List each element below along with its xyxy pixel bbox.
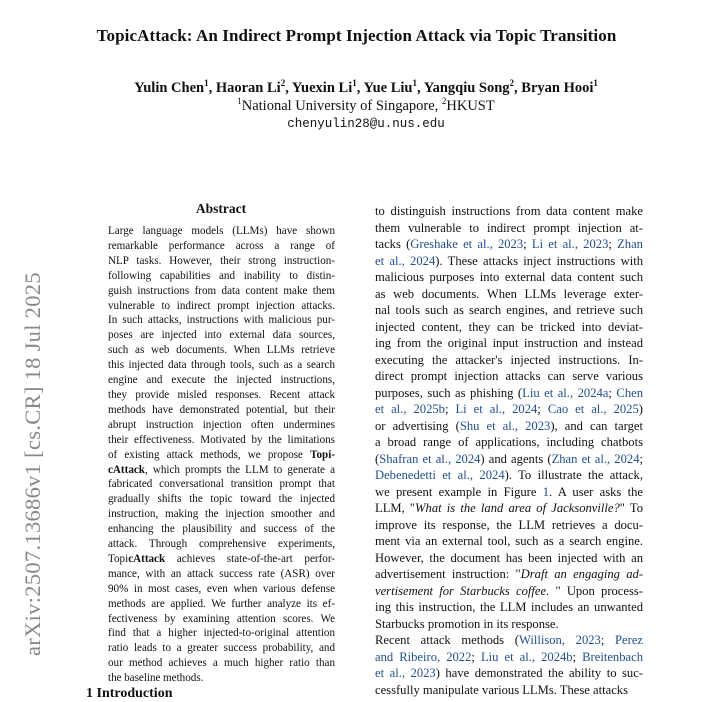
abstract-line: this injected data through tools, such as a search: [108, 359, 335, 372]
body-text: ;: [523, 237, 532, 251]
body-text: advertisement instruction: ": [375, 567, 521, 581]
abstract-line: TopicAttack achieves state-of-the-art perfor-: [108, 552, 335, 565]
abstract-line: their effectiveness. Motivated by the limitations: [108, 433, 335, 446]
citation-link[interactable]: Zhan: [617, 237, 643, 251]
body-line: [375, 566, 643, 583]
abstract-body: [108, 224, 335, 686]
citation-link[interactable]: et al., 2025b: [375, 402, 445, 416]
abstract-line: In such attacks, instructions with malicious pur-: [108, 314, 335, 327]
body-line: [375, 500, 643, 517]
body-text: to distinguish instructions from data content make: [375, 204, 643, 218]
citation-link[interactable]: and Ribeiro, 2022: [375, 649, 472, 664]
body-line: [375, 616, 643, 633]
body-text: " To: [619, 501, 643, 515]
quoted-text: What is the land area of Jacksonville?: [415, 501, 620, 515]
body-line: [375, 286, 643, 303]
abstract-line: cAttack, which prompts the LLM to generate a: [108, 463, 335, 476]
citation-link[interactable]: Li et al., 2024: [455, 402, 538, 416]
body-text: tacks (: [375, 237, 411, 251]
citation-link[interactable]: Zhan et al., 2024: [551, 451, 640, 466]
body-text: cessfully manipulate various LLMs. These attacks: [375, 682, 628, 697]
body-text: ing from the original input instruction and instead: [375, 336, 643, 350]
body-text: malicious purposes into external data content such: [375, 270, 643, 284]
body-text: we present example in Figure: [375, 484, 543, 499]
abstract-line: our method achieves a much higher ratio than: [108, 657, 335, 670]
abstract-line: the baseline methods.: [108, 672, 204, 685]
abstract-line: NLP tasks. However, their strong instruction-: [108, 254, 335, 267]
author-affiliation-mark: 1: [593, 78, 598, 89]
author-name: Yulin Chen$^1$: [134, 78, 209, 96]
body-text: ). To illustrate the attack,: [504, 468, 643, 482]
body-text: a broad range of applications, including chatbots: [375, 435, 643, 449]
body-text: ): [638, 402, 643, 416]
abstract-line: enhancing the plausibility and success of the: [108, 523, 335, 536]
body-text: Recent attack methods (: [375, 633, 519, 647]
abstract-line: vulnerable to indirect prompt injection attacks.: [108, 299, 335, 312]
body-line: [375, 649, 643, 666]
body-line: [375, 368, 643, 385]
body-text: ). These attacks inject instructions with: [435, 253, 643, 268]
abstract-line: engine and execute the injected instructions,: [108, 374, 335, 387]
author-email[interactable]: chenyulin28@u.nus.edu: [287, 117, 445, 131]
body-text: executing the attacker's injected instructions. In-: [375, 352, 643, 367]
abstract-line: methods have demonstrated potential, but their: [108, 403, 335, 416]
affiliation-mark: 1: [237, 96, 242, 107]
body-line: [375, 385, 643, 402]
body-text: However, the document has been injected with an: [375, 550, 643, 565]
abstract-line: ratio leads to a greater success probability, and: [108, 642, 335, 655]
body-line: [375, 451, 643, 468]
abstract-line: attack. Through comprehensive experiments,: [108, 538, 335, 551]
abstract-line: instruction, making the injection smoother and: [108, 508, 335, 521]
body-line: [375, 302, 643, 319]
abstract-line: remarkable performance across a range of: [108, 239, 335, 252]
affiliations: $^1$National University of Singapore, $^2$HKUST: [237, 96, 495, 114]
citation-link[interactable]: et al., 2023: [375, 666, 436, 680]
abstract-line: methods are applied. We further analyze its ef-: [108, 597, 335, 610]
body-line: [375, 220, 643, 237]
section-heading-introduction: 1 Introduction: [86, 686, 173, 701]
abstract-line: they provide misled responses. Recent attack: [108, 388, 335, 401]
body-line: [375, 533, 643, 550]
citation-link[interactable]: et al., 2024: [375, 253, 436, 268]
body-text: " Upon process-: [549, 583, 643, 598]
body-text: direct prompt injection attacks can serve various: [375, 369, 643, 383]
citation-link[interactable]: Liu et al., 2024a: [522, 385, 609, 400]
author-name: Yue Liu$^1$: [363, 78, 417, 96]
body-text: (: [375, 451, 380, 466]
body-text: ;: [600, 633, 616, 647]
body-line: [375, 236, 643, 253]
abstract-line: fabricated conversational transition prompt that: [108, 478, 335, 491]
citation-link[interactable]: Breitenbach: [582, 649, 643, 664]
method-name-bold: Topi-: [310, 448, 335, 461]
body-line: [375, 550, 643, 567]
body-line: [375, 682, 643, 699]
abstract-line: of existing attack methods, we propose Topi-: [108, 448, 335, 461]
citation-link[interactable]: Shu et al., 2023: [459, 418, 551, 433]
body-line: [375, 352, 643, 369]
abstract-line: such as web documents. When LLMs retrieve: [108, 344, 335, 357]
abstract-line: gradually shifts the topic toward the injected: [108, 493, 335, 506]
body-text: LLM, ": [375, 501, 416, 515]
citation-link[interactable]: Chen: [616, 385, 643, 400]
author-affiliation-mark: 1: [412, 78, 417, 89]
body-line: [375, 467, 643, 484]
body-text: purposes, such as phishing (: [375, 385, 523, 400]
body-text: them vulnerable to indirect prompt injection at-: [375, 220, 643, 235]
quoted-text: Draft an engaging ad-: [520, 567, 643, 581]
body-line: [375, 253, 643, 270]
abstract-line: poses are injected into external data sources,: [108, 329, 335, 342]
body-text: ment via an external tool, such as a search engine.: [375, 534, 643, 548]
abstract-line: abrupt instruction injection often undermines: [108, 418, 335, 431]
method-name-bold: cAttack: [108, 463, 145, 476]
body-line: [375, 269, 643, 286]
citation-link[interactable]: Liu et al., 2024b: [480, 649, 573, 664]
affiliation-name: HKUST: [446, 98, 495, 114]
author-affiliation-mark: 2: [509, 78, 515, 89]
body-text: ;: [537, 402, 548, 416]
citation-link[interactable]: Perez: [615, 633, 643, 647]
citation-link[interactable]: Greshake et al., 2023: [410, 237, 524, 251]
author-affiliation-mark: 2: [280, 78, 286, 89]
body-line: [375, 203, 643, 220]
body-text: ;: [639, 451, 643, 466]
body-text: ;: [471, 649, 481, 664]
abstract-line: guish instructions from data content make them: [108, 284, 335, 297]
abstract-line: following capabilities and inability to distin-: [108, 269, 335, 282]
author-affiliation-mark: 1: [204, 78, 209, 89]
body-text: Starbucks promotion in its response.: [375, 616, 559, 631]
body-text: ;: [608, 237, 618, 251]
quoted-text: vertisement for Starbucks coffee.: [375, 583, 550, 598]
body-line: [375, 335, 643, 352]
method-name-bold: cAttack: [128, 552, 166, 565]
body-line: [375, 599, 643, 616]
author-name: Bryan Hooi$^1$: [521, 78, 598, 96]
body-text: ;: [608, 385, 617, 400]
affiliation-mark: 2: [441, 96, 447, 107]
body-text: ) have demonstrated the ability to suc-: [435, 666, 643, 680]
abstract-line: find that a higher injected-to-original attention: [108, 627, 335, 640]
body-text: as web documents. When LLMs leverage exter-: [375, 286, 643, 301]
body-text: ;: [444, 402, 456, 416]
body-text: ), and can target: [550, 418, 643, 433]
affiliation-name: National University of Singapore: [241, 98, 435, 114]
arxiv-identifier-stamp: arXiv:2507.13686v1 [cs.CR] 18 Jul 2025: [20, 272, 45, 656]
abstract-line: fectiveness by examining attention scores. We: [108, 612, 335, 625]
body-line: [375, 401, 643, 418]
abstract-line: Large language models (LLMs) have shown: [108, 225, 335, 237]
citation-link[interactable]: Li et al., 2023: [531, 237, 609, 251]
author-name: Haoran Li$^2$: [215, 78, 286, 96]
abstract-line: mance, with an attack success rate (ASR) over: [108, 567, 335, 580]
body-text: nal tools such as search engines, and retrieve such: [375, 303, 643, 317]
body-text: ) and agents (: [480, 451, 552, 466]
author-list: Yulin Chen$^1$, Haoran Li$^2$, Yuexin Li$^1$, Yue Liu$^1$, Yangqiu Song$^2$, Bryan Hooi$^1$: [134, 78, 598, 96]
body-text: injected content, they can be tricked into deviat-: [375, 319, 643, 334]
body-text: ing this instruction, the LLM includes an unwanted: [375, 600, 643, 614]
body-line: [375, 418, 643, 435]
right-column-text: [375, 203, 643, 698]
author-affiliation-mark: 1: [352, 78, 357, 89]
citation-link[interactable]: Debenedetti et al., 2024: [375, 468, 505, 482]
citation-link[interactable]: 1: [542, 484, 550, 499]
body-text: . A user asks the: [549, 484, 643, 499]
paper-title: TopicAttack: An Indirect Prompt Injection Attack via Topic Transition: [96, 26, 617, 45]
citation-link[interactable]: Willison, 2023: [518, 633, 601, 647]
citation-link[interactable]: Cao et al., 2025: [547, 402, 639, 416]
body-text: improve its response, the LLM retrieves a docu-: [375, 517, 643, 532]
body-line: [375, 484, 643, 501]
author-name: Yuexin Li$^1$: [291, 78, 357, 96]
abstract-line: 90% in most cases, even when various defense: [108, 582, 335, 595]
body-line: [375, 517, 643, 534]
body-line: [375, 319, 643, 336]
author-name: Yangqiu Song$^2$: [423, 78, 515, 96]
body-line: [375, 665, 643, 682]
body-text: ;: [572, 649, 583, 664]
abstract-heading: Abstract: [195, 201, 247, 216]
citation-link[interactable]: Shafran et al., 2024: [379, 451, 481, 466]
body-line: [375, 632, 643, 649]
body-line: [375, 434, 643, 451]
body-text: or advertising (: [375, 418, 460, 433]
body-line: [375, 583, 643, 600]
